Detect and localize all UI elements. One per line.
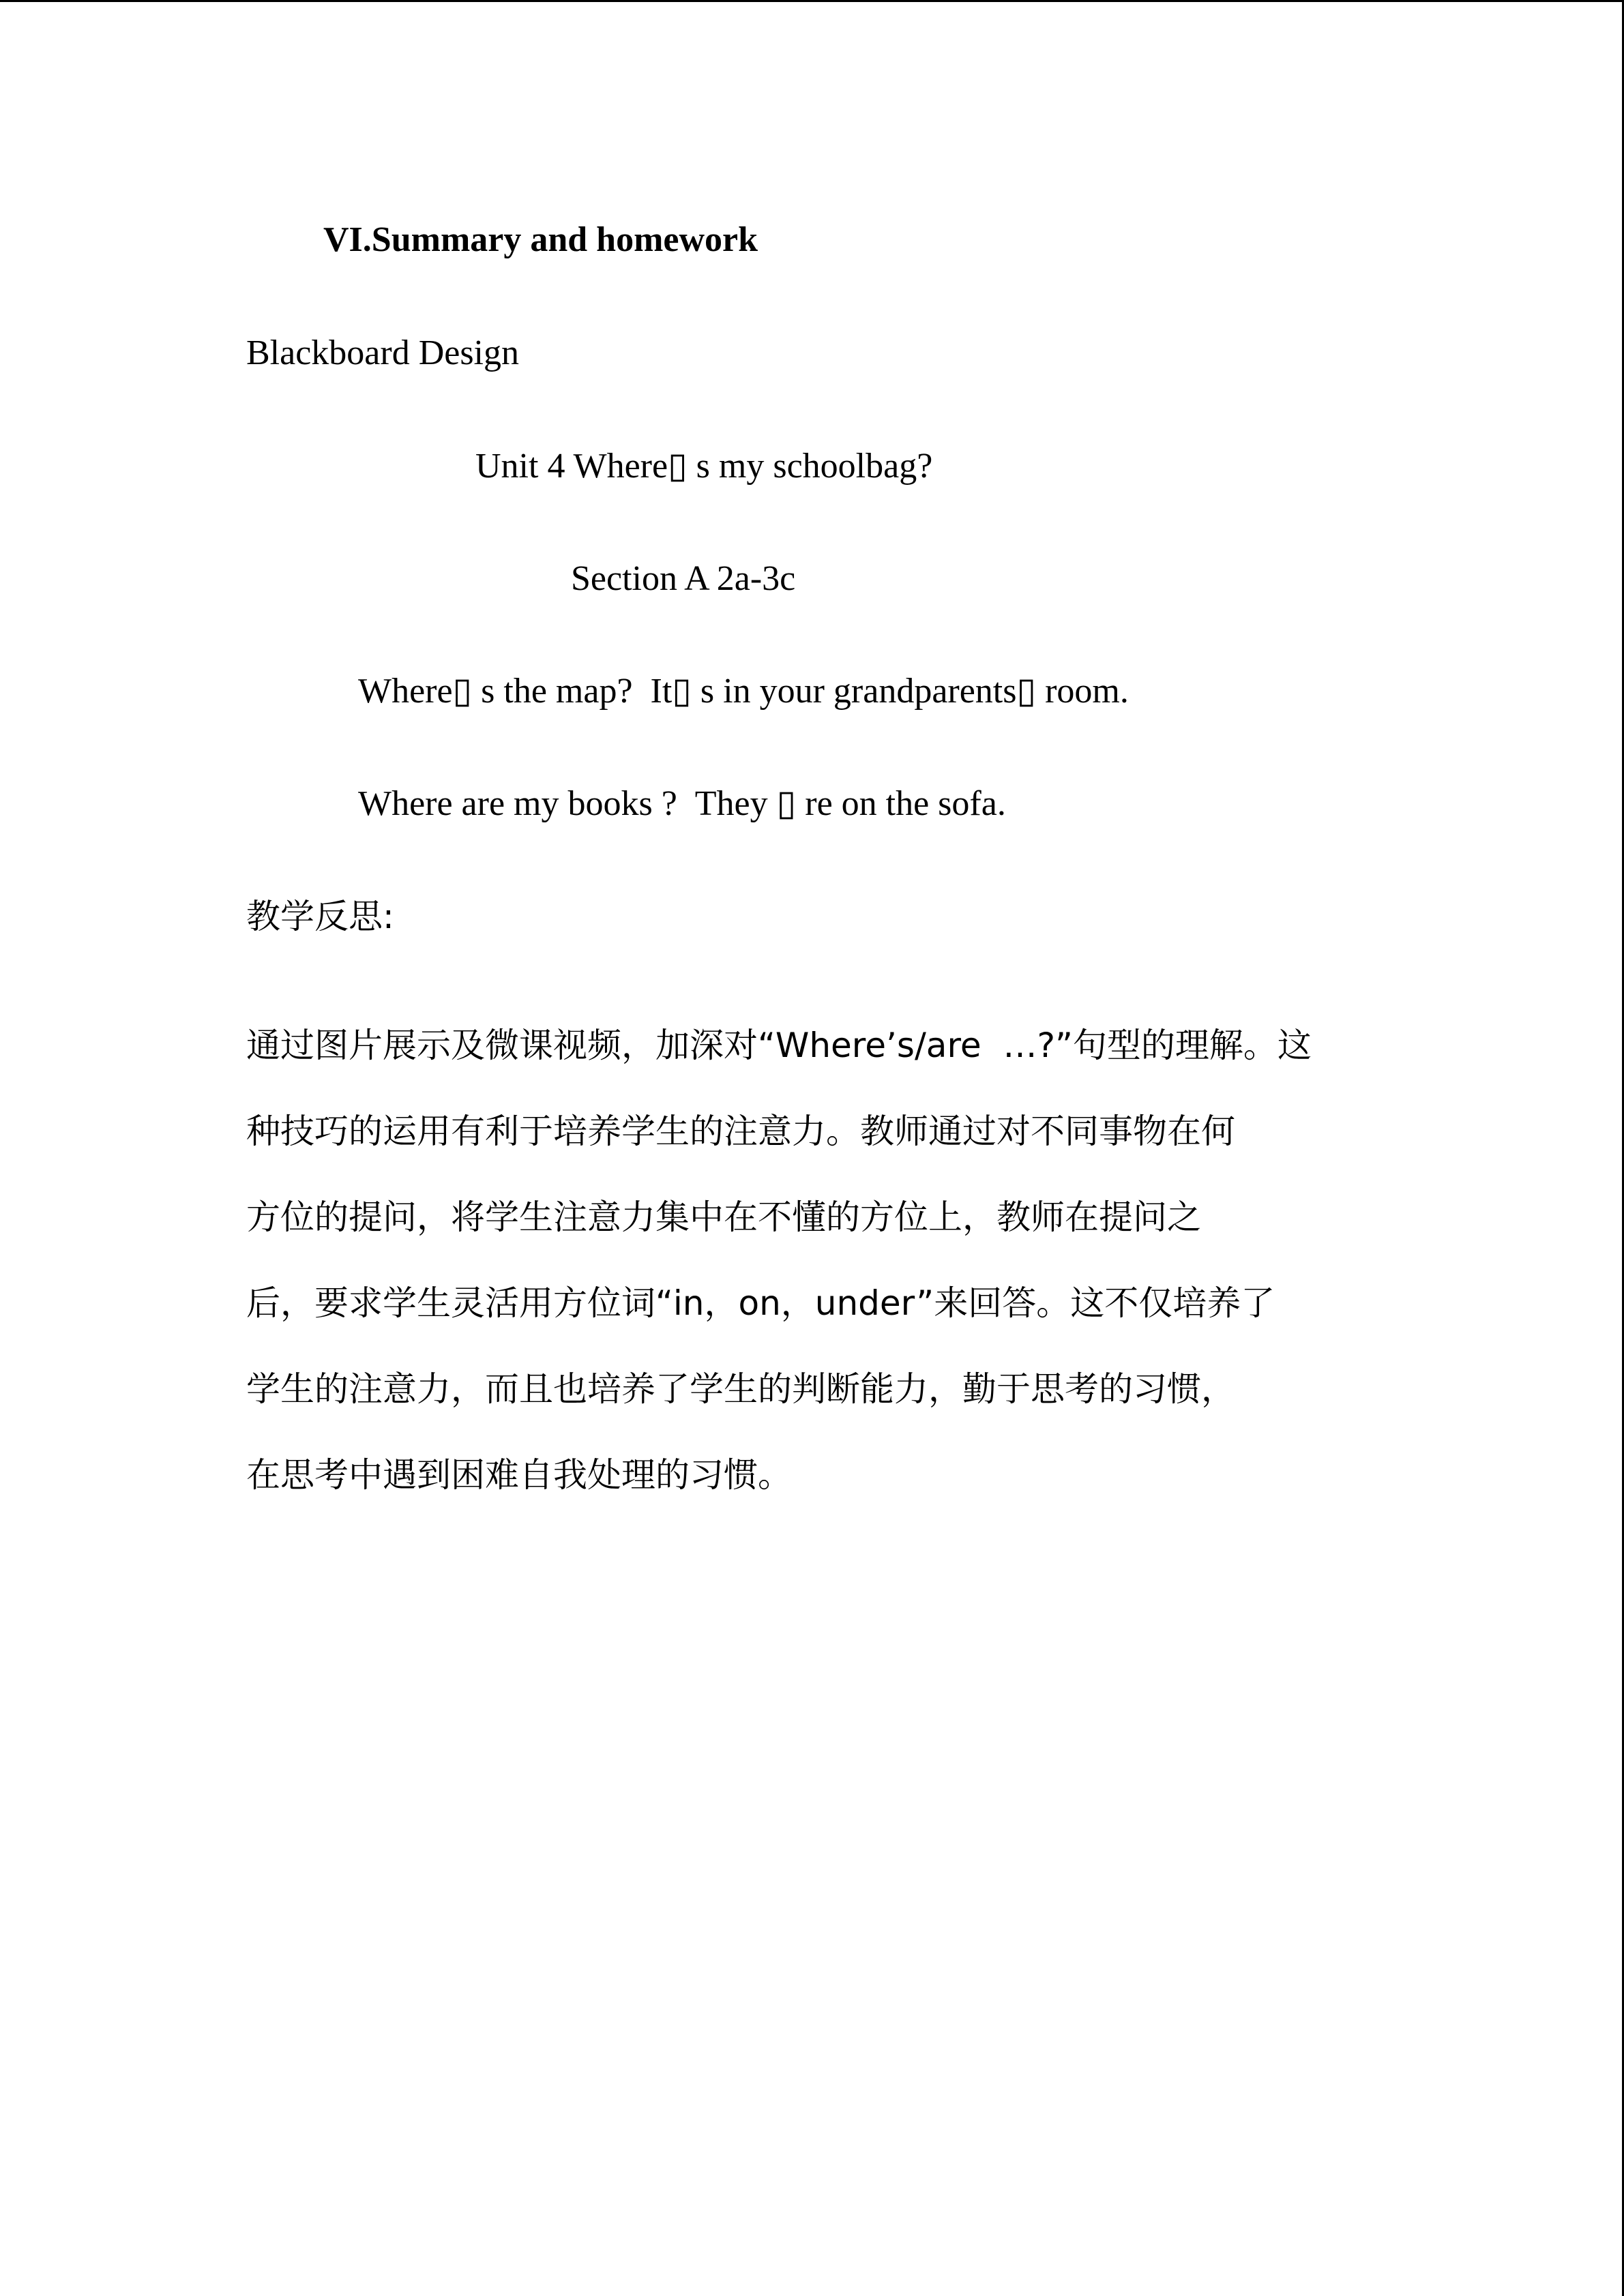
reflection-line: 学生的注意力，而且也培养了学生的判断能力，勤于思考的习惯， [246,1369,1235,1409]
reflection-line: 后，要求学生灵活用方位词“in，on，under”来回答。这不仅培养了 [246,1283,1275,1323]
section-heading: VI.Summary and homework [323,220,758,259]
blackboard-answer-2: They ▯ re on the sofa. [694,784,1006,823]
reflection-label: 教学反思: [246,897,394,936]
reflection-line: 种技巧的运用有利于培养学生的注意力。教师通过对不同事物在何 [246,1112,1235,1151]
blackboard-question-1: Where▯ s the map? [358,672,633,711]
reflection-line: 在思考中遇到困难自我处理的习惯。 [246,1455,792,1495]
page-border-top [0,0,1624,2]
blackboard-label: Blackboard Design [246,333,520,372]
blackboard-question-2: Where are my books ? [358,784,677,823]
blackboard-title: Unit 4 Where▯ s my schoolbag? [475,447,933,486]
reflection-line: 通过图片展示及微课视频，加深对“Where’s/are …?”句型的理解。这 [246,1026,1312,1065]
blackboard-line-1 [358,670,1129,713]
blackboard-section: Section A 2a-3c [571,559,796,598]
reflection-line: 方位的提问，将学生注意力集中在不懂的方位上，教师在提问之 [246,1197,1201,1237]
blackboard-line-2 [358,782,1006,826]
reflection-paragraph [246,1002,1392,1518]
blackboard-answer-1: It▯ s in your grandparents▯ room. [650,672,1129,711]
